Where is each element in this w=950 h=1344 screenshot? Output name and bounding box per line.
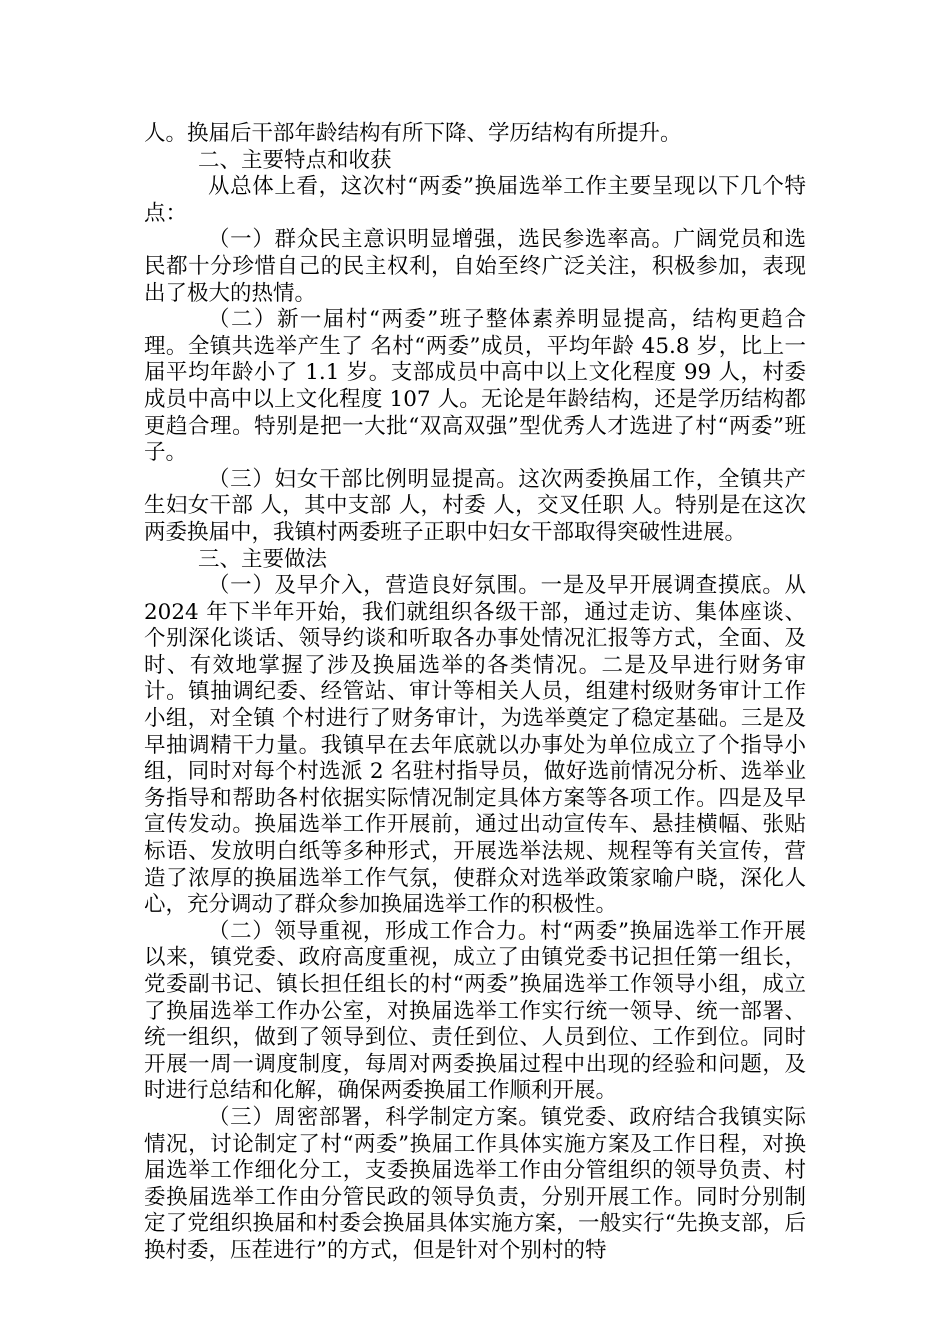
- document-page: [144, 121, 806, 1265]
- section-heading-features: 二、主要特点和收获: [198, 147, 392, 173]
- paragraph-method-3: （三）周密部署，科学制定方案。镇党委、政府结合我镇实际情况，讨论制定了村“两委”换届工作具体实施方案及工作日程，对换届选举工作细化分工，支委换届选举工作由分管组织的领导负责、村委换届选举工作由分管民政的领导负责，分别开展工作。同时分别制定了党组织换届和村委会换届具体实施方案，一般实行“先换支部，后换村委，压茬进行”的方式，但是针对个别村的特: [144, 1104, 806, 1263]
- paragraph-method-1: （一）及早介入，营造良好氛围。一是及早开展调查摸底。从 2024 年下半年开始，我们就组织各级干部，通过走访、集体座谈、个别深化谈话、领导约谈和听取各办事处情况汇报等方式，全面、及时、有效地掌握了涉及换届选举的各类情况。二是及早进行财务审计。镇抽调纪委、经管站、审计等相关人员，组建村级财务审计工作小组，对全镇 个村进行了财务审计，为选举奠定了稳定基础。三是及早抽调精干力量。我镇早在去年底就以办事处为单位成立了个指导小组，同时对每个村选派 2 名驻村指导员，做好选前情况分析、选举业务指导和帮助各村依据实际情况制定具体方案等各项工作。四是及早宣传发动。换届选举工作开展前，通过出动宣传车、悬挂横幅、张贴标语、发放明白纸等多种形式，开展选举法规、规程等有关宣传，营造了浓厚的换届选举工作气氛，使群众对选举政策家喻户晓，深化人心，充分调动了群众参加换届选举工作的积极性。: [144, 573, 806, 918]
- paragraph-feature-3: （三）妇女干部比例明显提高。这次两委换届工作，全镇共产生妇女干部 人，其中支部 人，村委 人，交叉任职 人。特别是在这次两委换届中，我镇村两委班子正职中妇女干部取得突破性进展。: [144, 466, 806, 545]
- paragraph-feature-1: （一）群众民主意识明显增强，选民参选率高。广阔党员和选民都十分珍惜自己的民主权利，自始至终广泛关注，积极参加，表现出了极大的热情。: [144, 227, 806, 306]
- paragraph-overview: 从总体上看，这次村“两委”换届选举工作主要呈现以下几个特点：: [144, 174, 806, 226]
- section-heading-methods: 三、主要做法: [198, 546, 328, 572]
- paragraph-continuation: 人。换届后干部年龄结构有所下降、学历结构有所提升。: [144, 121, 682, 146]
- paragraph-method-2: （二）领导重视，形成工作合力。村“两委”换届选举工作开展以来，镇党委、政府高度重视，成立了由镇党委书记担任第一组长，党委副书记、镇长担任组长的村“两委”换届选举工作领导小组，成立了换届选举工作办公室，对换届选举工作实行统一领导、统一部署、统一组织，做到了领导到位、责任到位、人员到位、工作到位。同时开展一周一调度制度，每周对两委换届过程中出现的经验和问题，及时进行总结和化解，确保两委换届工作顺利开展。: [144, 918, 806, 1104]
- paragraph-feature-2: （二）新一届村“两委”班子整体素养明显提高，结构更趋合理。全镇共选举产生了 名村“两委”成员，平均年龄 45.8 岁，比上一届平均年龄小了 1.1 岁。支部成员中高中以上文化程度 99 人，村委成员中高中以上文化程度 107 人。无论是年龄结构，还是学历结构都更趋合理。特别是把一大批“双高双强”型优秀人才选进了村“两委”班子。: [144, 307, 806, 466]
